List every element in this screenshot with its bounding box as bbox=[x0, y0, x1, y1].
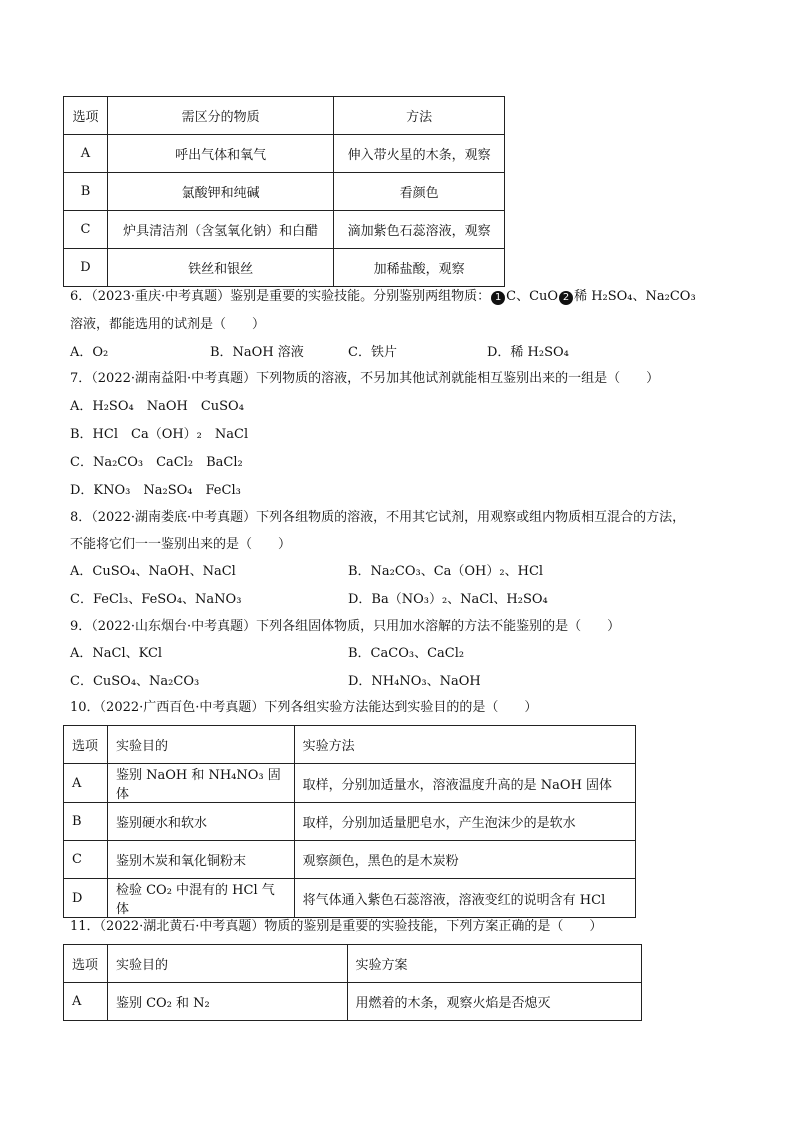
header-cell: 需区分的物质 bbox=[107, 97, 333, 135]
header-cell: 方法 bbox=[334, 97, 505, 135]
option-cell: A bbox=[64, 135, 108, 173]
substance-cell: 炉具清洁剂（含氢氧化钠）和白醋 bbox=[107, 211, 333, 249]
purpose-cell: 检验 CO₂ 中混有的 HCl 气体 bbox=[107, 879, 294, 918]
substance-cell: 氯酸钾和纯碱 bbox=[107, 173, 333, 211]
q6-group2: 稀 H₂SO₄、Na₂CO₃ bbox=[574, 289, 696, 304]
method-cell: 伸入带火星的木条，观察 bbox=[334, 135, 505, 173]
question-6-stem-line1 bbox=[70, 287, 696, 307]
q6-option-d: D．稀 H₂SO₄ bbox=[487, 345, 569, 360]
question-6-stem-line2: 溶液，都能选用的试剂是（ ） bbox=[70, 317, 266, 332]
table-row bbox=[64, 249, 505, 287]
table-row bbox=[64, 764, 636, 803]
purpose-cell: 鉴别木炭和氧化铜粉末 bbox=[107, 841, 294, 879]
q7-option-d: D．KNO₃ Na₂SO₄ FeCl₃ bbox=[70, 483, 241, 498]
table-row bbox=[64, 173, 505, 211]
circled-number-2-icon: 2 bbox=[559, 291, 573, 305]
q6-option-c: C．铁片 bbox=[348, 345, 397, 360]
question-11-stem: 11．（2022·湖北黄石·中考真题）物质的鉴别是重要的实验技能，下列方案正确的是（ ） bbox=[70, 919, 603, 934]
option-cell: D bbox=[64, 249, 108, 287]
circled-number-1-icon: 1 bbox=[491, 291, 505, 305]
q8-option-a: A．CuSO₄、NaOH、NaCl bbox=[70, 564, 236, 579]
q6-option-a: A．O₂ bbox=[70, 345, 109, 360]
table-distinguish-methods bbox=[63, 96, 505, 287]
q8-option-b: B．Na₂CO₃、Ca（OH）₂、HCl bbox=[348, 564, 544, 579]
option-cell: A bbox=[64, 764, 108, 803]
q9-option-a: A．NaCl、KCl bbox=[70, 646, 163, 661]
header-cell: 选项 bbox=[64, 726, 108, 764]
method-cell: 看颜色 bbox=[334, 173, 505, 211]
method-cell: 取样，分别加适量肥皂水，产生泡沫少的是软水 bbox=[294, 803, 635, 841]
table-row bbox=[64, 211, 505, 249]
table-header-row bbox=[64, 726, 636, 764]
table-row bbox=[64, 803, 636, 841]
table-row bbox=[64, 135, 505, 173]
table-header-row bbox=[64, 97, 505, 135]
header-cell: 实验目的 bbox=[107, 945, 347, 983]
q9-option-c: C．CuSO₄、Na₂CO₃ bbox=[70, 674, 200, 689]
option-cell: C bbox=[64, 211, 108, 249]
method-cell: 观察颜色，黑色的是木炭粉 bbox=[294, 841, 635, 879]
question-7-stem: 7．（2022·湖南益阳·中考真题）下列物质的溶液，不另加其他试剂就能相互鉴别出来的一组是（ ） bbox=[70, 371, 660, 386]
q9-option-b: B．CaCO₃、CaCl₂ bbox=[348, 646, 465, 661]
table-q10-experiments bbox=[63, 725, 636, 918]
question-8-stem-line2: 不能将它们一一鉴别出来的是（ ） bbox=[70, 537, 292, 552]
plan-cell: 用燃着的木条，观察火焰是否熄灭 bbox=[347, 983, 641, 1021]
q7-option-b: B．HCl Ca（OH）₂ NaCl bbox=[70, 427, 249, 442]
option-cell: B bbox=[64, 803, 108, 841]
option-cell: A bbox=[64, 983, 108, 1021]
q6-option-b: B．NaOH 溶液 bbox=[210, 345, 304, 360]
question-8-stem-line1: 8．（2022·湖南娄底·中考真题）下列各组物质的溶液，不用其它试剂，用观察或组内物质相互混合的方法， bbox=[70, 510, 686, 525]
question-9-stem: 9．（2022·山东烟台·中考真题）下列各组固体物质，只用加水溶解的方法不能鉴别的是（ ） bbox=[70, 619, 621, 634]
q9-option-d: D．NH₄NO₃、NaOH bbox=[348, 674, 481, 689]
table-row bbox=[64, 841, 636, 879]
option-cell: C bbox=[64, 841, 108, 879]
question-10-stem: 10．（2022·广西百色·中考真题）下列各组实验方法能达到实验目的的是（ ） bbox=[70, 700, 538, 715]
method-cell: 将气体通入紫色石蕊溶液，溶液变红的说明含有 HCl bbox=[294, 879, 635, 918]
header-cell: 选项 bbox=[64, 945, 108, 983]
method-cell: 取样，分别加适量水，溶液温度升高的是 NaOH 固体 bbox=[294, 764, 635, 803]
option-cell: D bbox=[64, 879, 108, 918]
substance-cell: 铁丝和银丝 bbox=[107, 249, 333, 287]
q8-option-d: D．Ba（NO₃）₂、NaCl、H₂SO₄ bbox=[348, 592, 548, 607]
header-cell: 实验目的 bbox=[107, 726, 294, 764]
substance-cell: 呼出气体和氧气 bbox=[107, 135, 333, 173]
q6-stem: 6．（2023·重庆·中考真题）鉴别是重要的实验技能。分别鉴别两组物质： bbox=[70, 289, 491, 304]
q7-option-a: A．H₂SO₄ NaOH CuSO₄ bbox=[70, 399, 244, 414]
method-cell: 滴加紫色石蕊溶液，观察 bbox=[334, 211, 505, 249]
q8-option-c: C．FeCl₃、FeSO₄、NaNO₃ bbox=[70, 592, 242, 607]
header-cell: 选项 bbox=[64, 97, 108, 135]
header-cell: 实验方案 bbox=[347, 945, 641, 983]
header-cell: 实验方法 bbox=[294, 726, 635, 764]
table-row bbox=[64, 983, 642, 1021]
method-cell: 加稀盐酸，观察 bbox=[334, 249, 505, 287]
table-q11-experiments bbox=[63, 944, 642, 1021]
purpose-cell: 鉴别 NaOH 和 NH₄NO₃ 固体 bbox=[107, 764, 294, 803]
table-row bbox=[64, 879, 636, 918]
table-header-row bbox=[64, 945, 642, 983]
option-cell: B bbox=[64, 173, 108, 211]
purpose-cell: 鉴别 CO₂ 和 N₂ bbox=[107, 983, 347, 1021]
q6-group1: C、CuO bbox=[506, 289, 559, 304]
q7-option-c: C．Na₂CO₃ CaCl₂ BaCl₂ bbox=[70, 455, 243, 470]
purpose-cell: 鉴别硬水和软水 bbox=[107, 803, 294, 841]
